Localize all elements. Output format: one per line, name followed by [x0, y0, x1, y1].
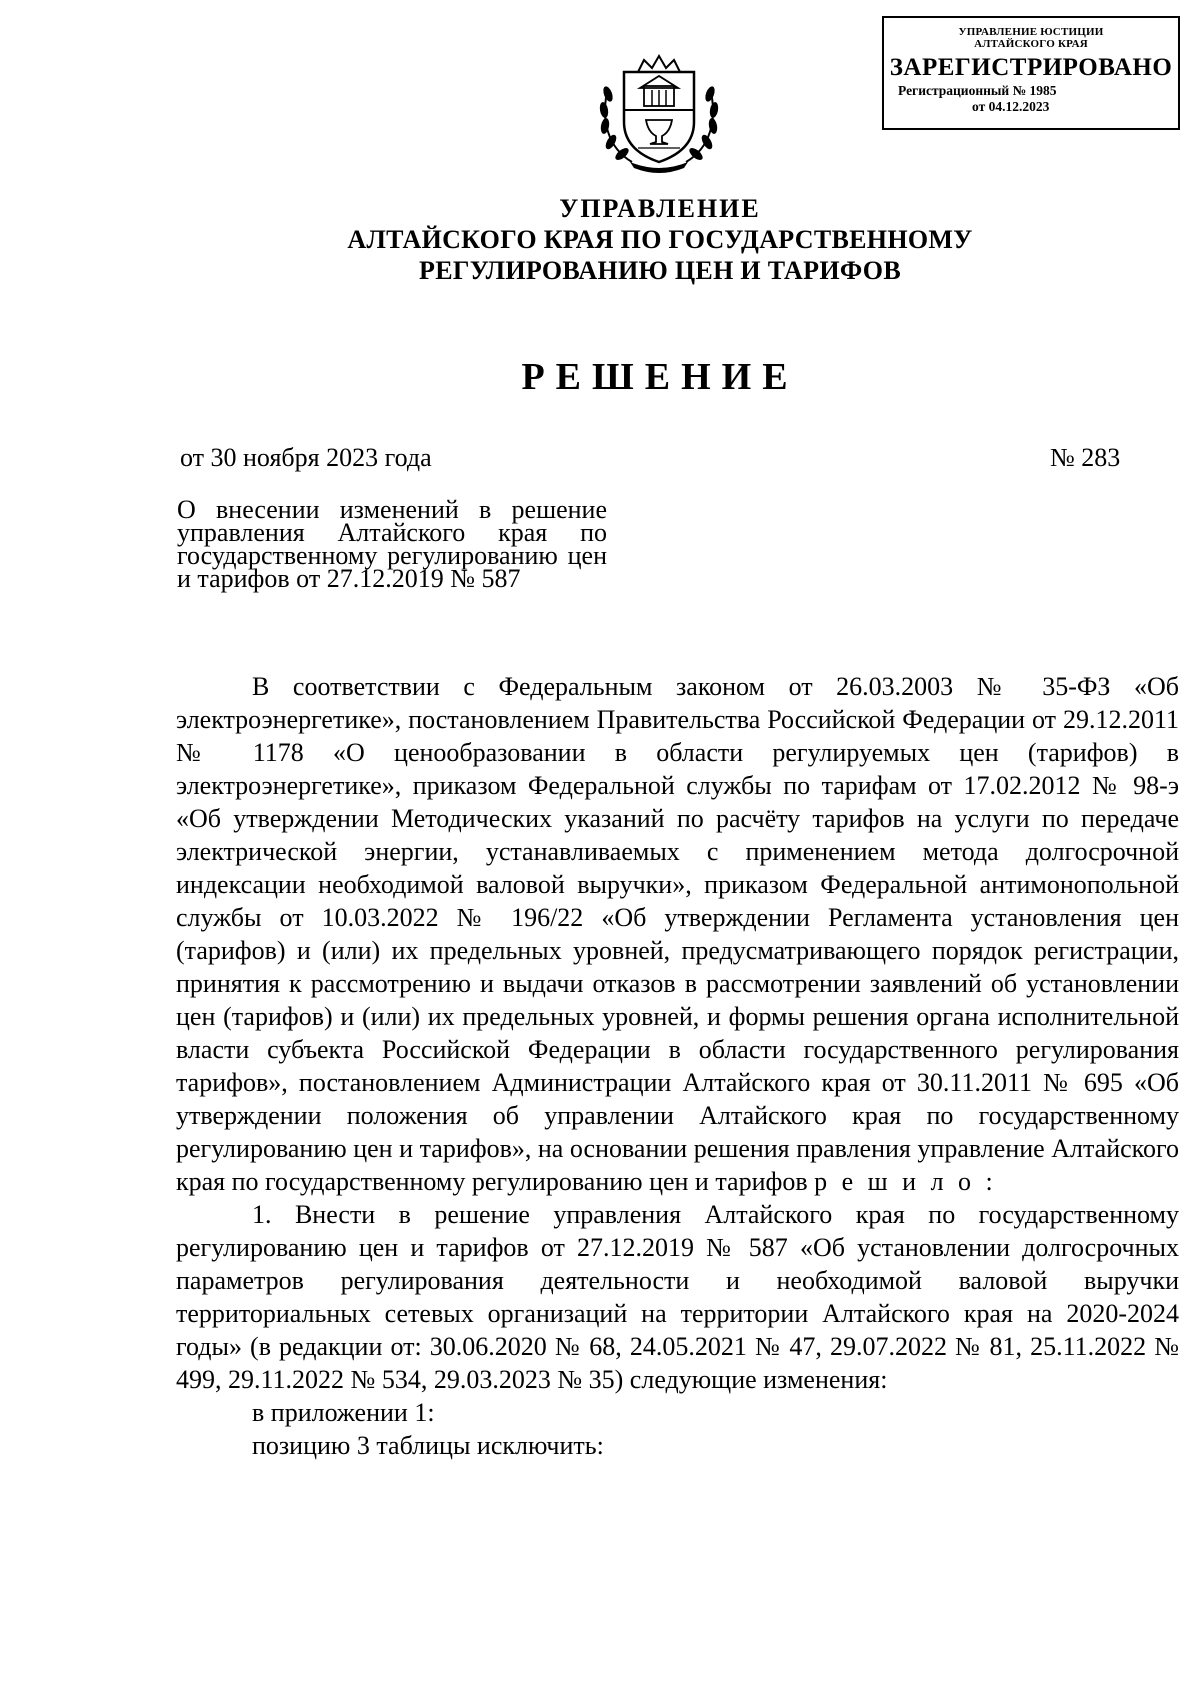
appendix-paragraph: в приложении 1: [252, 1398, 435, 1427]
organization-title-line-2: АЛТАЙСКОГО КРАЯ ПО ГОСУДАРСТВЕННОМУ [347, 225, 973, 254]
organization-title [0, 193, 1200, 286]
organization-title-line-3: РЕГУЛИРОВАНИЮ ЦЕН И ТАРИФОВ [419, 256, 901, 285]
altai-krai-coat-of-arms-icon [594, 50, 724, 178]
document-number: № 283 [1050, 443, 1121, 472]
preamble-text: В соответствии с Федеральным законом от 26.03.2003 № 35-ФЗ «Об электроэнергетике», постановлением Правительства Российской Федерации от 29.12.2011 № 1178 «О ценообразовании в области регулируемых цен (тарифов) в электроэнергетике», приказом Федеральной службы по тарифам от 17.02.2012 № 98-э «Об утверждении Методических указаний по расчёту тарифов на услуги по передаче электрической энергии, устанавливаемых с применением метода долгосрочной индексации необходимой валовой выручки», приказом Федеральной антимонопольной службы от 10.03.2022 № 196/22 «Об утверждении Регламента установления цен (тарифов) и (или) их предельных уровней, предусматривающего порядок регистрации, принятия к рассмотрению и выдачи отказов в рассмотрении заявлений об установлении цен (тарифов) и (или) их предельных уровней, и формы решения органа исполнительной власти субъекта Российской Федерации в области государственного регулирования тарифов», постановлением Администрации Алтайского края от 30.11.2011 № 695 «Об утверждении положения об управлении Алтайского края по государственному регулированию цен и тарифов», на основании решения правления управление Алтайского края по государственному регулированию цен и тарифов [176, 672, 1179, 1196]
document-body [176, 670, 1179, 1462]
item-1-paragraph: 1. Внести в решение управления Алтайского края по государственному регулированию цен и тарифов от 27.12.2019 № 587 «Об установлении долгосрочных параметров регулирования деятельности и необходимой валовой выручки территориальных сетевых организаций на территории Алтайского края на 2020-2024 годы» (в редакции от: 30.06.2020 № 68, 24.05.2021 № 47, 29.07.2022 № 81, 25.11.2022 № 499, 29.11.2022 № 534, 29.03.2023 № 35) следующие изменения: [176, 1200, 1179, 1394]
stamp-registration-date: от 04.12.2023 [972, 99, 1050, 114]
registration-stamp [882, 16, 1180, 130]
position-paragraph: позицию 3 таблицы исключить: [252, 1431, 604, 1460]
preamble-paragraph [176, 670, 1179, 1198]
stamp-status: ЗАРЕГИСТРИРОВАНО [889, 54, 1173, 81]
organization-title-line-1: УПРАВЛЕНИЕ [559, 194, 761, 223]
document-type: РЕШЕНИЕ [521, 356, 799, 398]
stamp-organization: УПРАВЛЕНИЕ ЮСТИЦИИ АЛТАЙСКОГО КРАЯ [958, 26, 1104, 50]
document-date: от 30 ноября 2023 года [180, 443, 432, 472]
document-subject: О внесении изменений в решение управления Алтайского края по государственному регулированию цен и тарифов от 27.12.2019 № 587 [177, 495, 607, 593]
resolved-text: р е ш и л о : [814, 1167, 997, 1196]
stamp-registration-number: Регистрационный № 1985 [898, 83, 1057, 98]
